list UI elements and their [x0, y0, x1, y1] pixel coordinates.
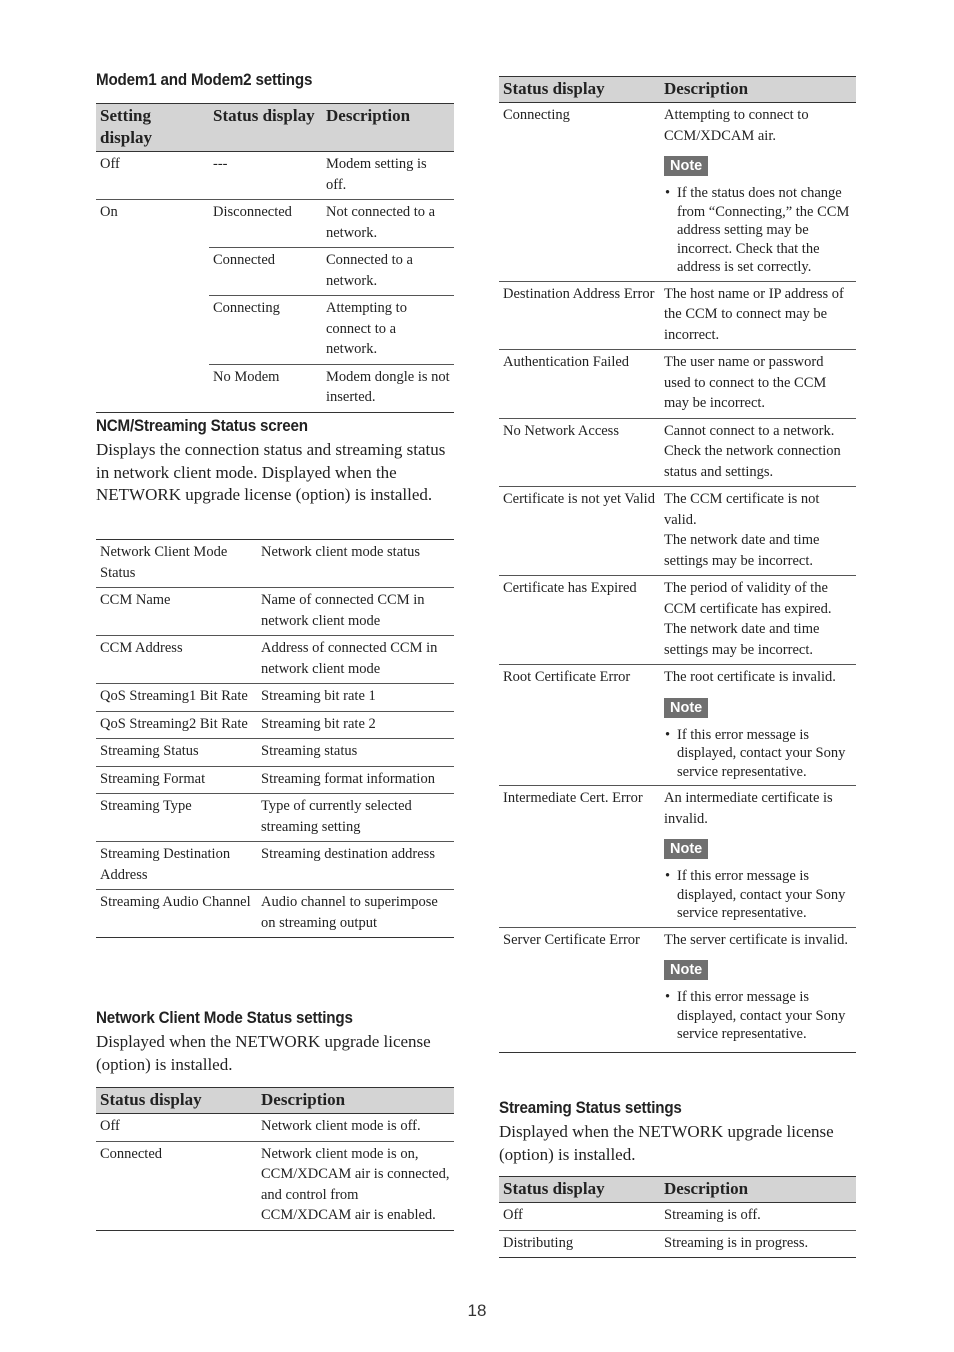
- description-cell: Streaming is in progress.: [660, 1230, 856, 1258]
- streaming-status-table: [499, 1176, 856, 1258]
- description-cell: The user name or password used to connect to the CCM may be incorrect.: [660, 350, 856, 419]
- table-row: [499, 281, 856, 350]
- status-cell: Certificate is not yet Valid: [499, 487, 660, 576]
- ncm-description: Displays the connection status and streaming status in network client mode. Displayed when the NETWORK upgrade license (option) is installed.: [96, 440, 446, 504]
- item-cell: QoS Streaming2 Bit Rate: [96, 711, 257, 739]
- item-cell: Streaming Format: [96, 766, 257, 794]
- column-header: Status display: [209, 104, 322, 152]
- status-cell: Connected: [209, 248, 322, 296]
- description-cell: Streaming status: [257, 739, 454, 767]
- item-cell: Streaming Type: [96, 794, 257, 842]
- description-cell: Modem setting is off.: [322, 152, 454, 200]
- table-header-row: [499, 1177, 856, 1203]
- table-row: [499, 665, 856, 786]
- status-cell: Server Certificate Error: [499, 927, 660, 1052]
- column-header: Description: [660, 77, 856, 103]
- table-row: [499, 786, 856, 928]
- description-text: The network date and time settings may be incorrect.: [664, 532, 820, 569]
- status-cell: Connecting: [209, 296, 322, 365]
- note-text: • If the status does not change from “Connecting,” the CCM address setting may be incorrect. Check that the address is set correctly.: [664, 184, 852, 277]
- note-badge: Note: [664, 698, 708, 718]
- description-cell: Type of currently selected streaming setting: [257, 794, 454, 842]
- description-cell: Streaming bit rate 1: [257, 684, 454, 712]
- description-text: Attempting to connect to CCM/XDCAM air.: [664, 107, 809, 144]
- description-cell: [660, 927, 856, 1052]
- modem-settings-table: [96, 103, 454, 413]
- table-row: [96, 684, 454, 712]
- note-text: • If this error message is displayed, contact your Sony service representative.: [664, 988, 852, 1048]
- description-cell: Connected to a network.: [322, 248, 454, 296]
- column-header: Description: [322, 104, 454, 152]
- description-cell: Not connected to a network.: [322, 200, 454, 248]
- description-cell: Streaming bit rate 2: [257, 711, 454, 739]
- status-cell: Root Certificate Error: [499, 665, 660, 786]
- description-text: The root certificate is invalid.: [664, 669, 836, 685]
- description-cell: Network client mode is off.: [257, 1114, 454, 1142]
- item-cell: QoS Streaming1 Bit Rate: [96, 684, 257, 712]
- table-row: [96, 636, 454, 684]
- table-row: [96, 1114, 454, 1142]
- description-text: The server certificate is invalid.: [664, 931, 848, 948]
- table-row: [499, 487, 856, 576]
- description-cell: Modem dongle is not inserted.: [322, 364, 454, 412]
- status-cell: Intermediate Cert. Error: [499, 786, 660, 928]
- ncm-section-title: NCM/Streaming Status screen: [96, 417, 308, 435]
- ncmode-status-table: [96, 1087, 454, 1231]
- status-cell: Connecting: [499, 103, 660, 282]
- note-badge: Note: [664, 960, 708, 980]
- table-row: [96, 1141, 454, 1230]
- table-row: [96, 890, 454, 938]
- column-header: Status display: [499, 1177, 660, 1203]
- description-text: The CCM certificate is not valid.: [664, 491, 820, 528]
- description-cell: The host name or IP address of the CCM to connect may be incorrect.: [660, 281, 856, 350]
- description-cell: [660, 103, 856, 282]
- column-header: Setting display: [96, 104, 209, 152]
- note-badge: Note: [664, 156, 708, 176]
- streaming-section-title: Streaming Status settings: [499, 1099, 682, 1117]
- description-cell: Streaming destination address: [257, 842, 454, 890]
- setting-cell: On: [96, 200, 209, 413]
- table-row: [96, 540, 454, 588]
- table-row: [499, 576, 856, 665]
- status-cell: Off: [499, 1203, 660, 1231]
- ncmode-section-title: Network Client Mode Status settings: [96, 1009, 353, 1027]
- description-cell: Name of connected CCM in network client mode: [257, 588, 454, 636]
- description-cell: Cannot connect to a network. Check the network connection status and settings.: [660, 418, 856, 487]
- column-header: Description: [257, 1088, 454, 1114]
- modem-section-title: Modem1 and Modem2 settings: [96, 71, 313, 89]
- item-cell: Network Client Mode Status: [96, 540, 257, 588]
- description-text: An intermediate certificate is invalid.: [664, 790, 833, 827]
- description-cell: Streaming is off.: [660, 1203, 856, 1231]
- table-row: [499, 927, 856, 1052]
- status-cell: No Modem: [209, 364, 322, 412]
- status-cell: Disconnected: [209, 200, 322, 248]
- note-text: • If this error message is displayed, contact your Sony service representative.: [664, 726, 852, 782]
- table-row: [96, 200, 454, 248]
- ncm-connection-status-table: [499, 76, 856, 1053]
- description-cell: [660, 576, 856, 665]
- description-cell: Network client mode status: [257, 540, 454, 588]
- status-cell: Authentication Failed: [499, 350, 660, 419]
- table-row: [499, 350, 856, 419]
- table-header-row: [96, 1088, 454, 1114]
- item-cell: Streaming Audio Channel: [96, 890, 257, 938]
- status-cell: ---: [209, 152, 322, 200]
- status-cell: Destination Address Error: [499, 281, 660, 350]
- note-text: • If this error message is displayed, contact your Sony service representative.: [664, 867, 852, 923]
- table-row: [96, 588, 454, 636]
- table-row: [499, 103, 856, 282]
- column-header: Status display: [499, 77, 660, 103]
- table-row: [499, 418, 856, 487]
- description-cell: [660, 786, 856, 928]
- table-header-row: [499, 77, 856, 103]
- description-cell: [660, 665, 856, 786]
- page-number: 18: [467, 1301, 487, 1320]
- item-cell: CCM Name: [96, 588, 257, 636]
- status-cell: Certificate has Expired: [499, 576, 660, 665]
- table-header-row: [96, 104, 454, 152]
- ncm-status-table: [96, 539, 454, 938]
- note-badge: Note: [664, 839, 708, 859]
- table-row: [96, 766, 454, 794]
- ncmode-description: Displayed when the NETWORK upgrade license (option) is installed.: [96, 1032, 431, 1074]
- description-cell: Streaming format information: [257, 766, 454, 794]
- setting-cell: Off: [96, 152, 209, 200]
- column-header: Status display: [96, 1088, 257, 1114]
- column-header: Description: [660, 1177, 856, 1203]
- table-row: [96, 739, 454, 767]
- description-cell: Audio channel to superimpose on streaming output: [257, 890, 454, 938]
- description-cell: Address of connected CCM in network client mode: [257, 636, 454, 684]
- streaming-description: Displayed when the NETWORK upgrade license (option) is installed.: [499, 1122, 834, 1164]
- item-cell: Streaming Destination Address: [96, 842, 257, 890]
- item-cell: Streaming Status: [96, 739, 257, 767]
- description-cell: [660, 487, 856, 576]
- table-row: [96, 711, 454, 739]
- table-row: [96, 152, 454, 200]
- table-row: [96, 794, 454, 842]
- table-row: [499, 1203, 856, 1231]
- description-cell: Attempting to connect to a network.: [322, 296, 454, 365]
- item-cell: CCM Address: [96, 636, 257, 684]
- description-text: The period of validity of the CCM certificate has expired.: [664, 580, 832, 617]
- description-text: The network date and time settings may be incorrect.: [664, 621, 820, 658]
- status-cell: Distributing: [499, 1230, 660, 1258]
- status-cell: Connected: [96, 1141, 257, 1230]
- table-row: [96, 842, 454, 890]
- table-row: [499, 1230, 856, 1258]
- status-cell: Off: [96, 1114, 257, 1142]
- status-cell: No Network Access: [499, 418, 660, 487]
- description-cell: Network client mode is on, CCM/XDCAM air is connected, and control from CCM/XDCAM air is enabled.: [257, 1141, 454, 1230]
